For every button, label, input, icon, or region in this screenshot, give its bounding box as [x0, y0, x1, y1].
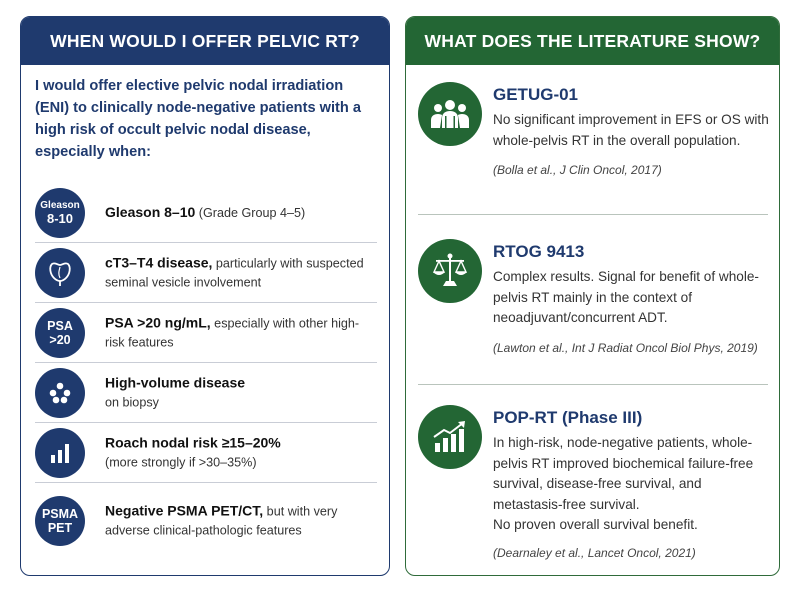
- study-body: [493, 82, 773, 180]
- pelvic-rt-indications-panel: [20, 16, 390, 576]
- study-description: No significant improvement in EFS or OS with whole-pelvis RT in the overall population.: [493, 112, 769, 148]
- criterion-high-volume: [35, 363, 377, 423]
- criterion-rest: particularly with suspected seminal vesicle involvement: [105, 256, 364, 289]
- study-citation: (Bolla et al., J Clin Oncol, 2017): [493, 163, 662, 177]
- study-body: [493, 405, 773, 563]
- badge-line2: 8-10: [46, 210, 74, 226]
- study-divider: [418, 214, 768, 215]
- study-description-secondary: No proven overall survival benefit.: [493, 517, 698, 532]
- study-body: [493, 239, 773, 358]
- psma-pet-badge-icon: [35, 496, 85, 546]
- psa-badge-icon: [35, 308, 85, 358]
- criterion-rest: especially with other high-risk features: [105, 316, 360, 349]
- study-description: In high-risk, node-negative patients, whole-pelvis RT improved biochemical failure-free survival, disease-free survival, and metastasis-free survival.: [493, 435, 754, 512]
- badge-line1: PSA: [47, 318, 73, 333]
- scales-icon: [418, 239, 482, 303]
- study-citation: (Lawton et al., Int J Radiat Oncol Biol Phys, 2019): [493, 340, 758, 355]
- criterion-text: [105, 253, 377, 292]
- people-group-icon: [418, 82, 482, 146]
- criterion-rest: (more strongly if >30–35%): [105, 455, 257, 469]
- intro-text: I would offer elective pelvic nodal irradiation (ENI) to clinically node-negative patients with a high risk of occult pelvic nodal disease, especially when:: [35, 78, 361, 160]
- criterion-bold: High-volume disease: [105, 374, 246, 390]
- badge-line2: PET: [47, 521, 73, 535]
- criterion-text: [105, 433, 377, 472]
- bar-chart-icon: [35, 428, 85, 478]
- study-title: GETUG-01: [493, 85, 579, 104]
- criterion-psma: [35, 483, 377, 559]
- criterion-rest: but with very adverse clinical-pathologic features: [105, 504, 338, 538]
- criterion-bold: Roach nodal risk ≥15–20%: [105, 434, 281, 450]
- criterion-ct3-t4: [35, 243, 377, 303]
- criterion-roach: [35, 423, 377, 483]
- prostate-icon: [35, 248, 85, 298]
- criteria-list: [35, 183, 377, 559]
- badge-line2: >20: [49, 332, 71, 347]
- trend-up-chart-icon: [418, 405, 482, 469]
- dots-icon: [35, 368, 85, 418]
- study-description: Complex results. Signal for benefit of whole-pelvis RT mainly in the context of neoadjuvant/concurrent ADT.: [493, 269, 759, 325]
- criterion-text: [105, 502, 377, 541]
- study-citation: (Dearnaley et al., Lancet Oncol, 2021): [493, 545, 696, 560]
- criterion-text: [105, 373, 377, 412]
- badge-line1: PSMA: [41, 507, 79, 521]
- right-panel-header: WHAT DOES THE LITERATURE SHOW?: [406, 17, 779, 65]
- criterion-text: [105, 203, 377, 223]
- criterion-psa: [35, 303, 377, 363]
- left-panel-header: WHEN WOULD I OFFER PELVIC RT?: [21, 17, 389, 65]
- criterion-bold: Gleason 8–10: [105, 203, 196, 220]
- criterion-bold: Negative PSMA PET/CT,: [105, 502, 264, 519]
- gleason-badge-icon: [35, 188, 85, 238]
- criterion-bold: cT3–T4 disease,: [105, 254, 213, 270]
- criterion-bold: PSA >20 ng/mL,: [105, 314, 211, 330]
- criterion-gleason: [35, 183, 377, 243]
- study-title: POP-RT (Phase III): [493, 408, 643, 427]
- literature-panel: [405, 16, 780, 576]
- badge-line1: Gleason: [40, 199, 80, 211]
- criterion-text: [105, 313, 377, 352]
- criterion-rest: on biopsy: [105, 395, 159, 409]
- criterion-rest: (Grade Group 4–5): [195, 205, 306, 220]
- study-title: RTOG 9413: [493, 242, 585, 261]
- study-divider: [418, 384, 768, 385]
